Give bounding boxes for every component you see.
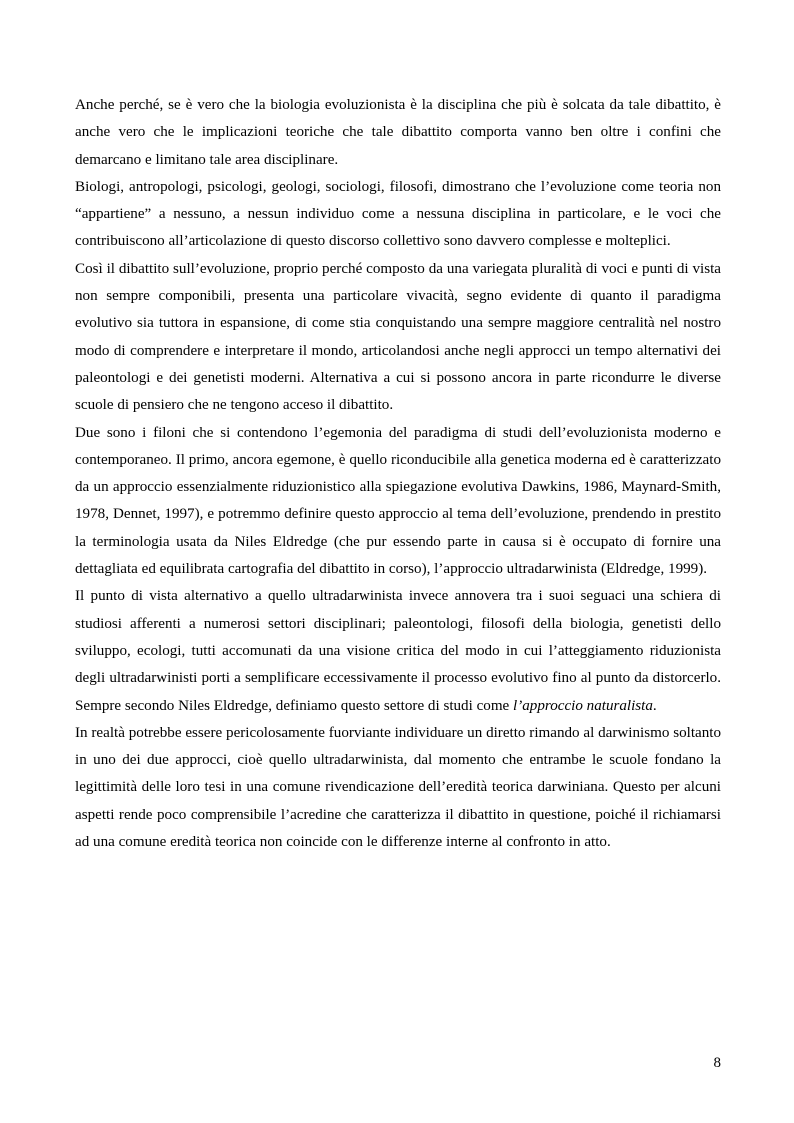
page-body — [75, 92, 721, 856]
paragraph: Due sono i filoni che si contendono l’egemonia del paradigma di studi dell’evoluzionista moderno e contemporaneo. Il primo, ancora egemone, è quello riconducibile alla genetica moderna ed è caratterizzato da un approccio essenzialmente riduzionistico alla spiegazione evolutiva Dawkins, 1986, Maynard-Smith, 1978, Dennet, 1997), e potremmo definire questo approccio al tema dell’evoluzione, prendendo in prestito la terminologia usata da Niles Eldredge (che pur essendo parte in causa si è occupato di fornire una dettagliata ed equilibrata cartografia del dibattito in corso), l’approccio ultradarwinista (Eldredge, 1999). — [75, 424, 721, 578]
paragraph: Biologi, antropologi, psicologi, geologi, sociologi, filosofi, dimostrano che l’evoluzione come teoria non “appartiene” a nessuno, a nessun individuo come a nessuna disciplina in particolare, e le voci che contribuiscono all’articolazione di questo discorso collettivo sono davvero complesse e molteplici. — [75, 178, 721, 250]
paragraph-tail: . — [652, 697, 657, 714]
paragraph: Anche perché, se è vero che la biologia evoluzionista è la disciplina che più è solcata da tale dibattito, è anche vero che le implicazioni teoriche che tale dibattito comporta vanno ben oltre i confini che demarcano e limitano tale area disciplinare. — [75, 97, 721, 168]
paragraph: In realtà potrebbe essere pericolosamente fuorviante individuare un diretto rimando al darwinismo soltanto in uno dei due approcci, cioè quello ultradarwinista, dal momento che entrambe le scuole fondano la legittimità delle loro tesi in una comune rivendicazione dell’eredità teorica darwiniana. Questo per alcuni aspetti rende poco comprensibile l’acredine che caratterizza il dibattito in questione, poiché il richiamarsi ad una comune eredità teorica non coincide con le differenze interne al confronto in atto. — [75, 724, 721, 851]
page-number: 8 — [713, 1055, 721, 1071]
paragraph: Così il dibattito sull’evoluzione, proprio perché composto da una variegata pluralità di voci e punti di vista non sempre componibili, presenta una particolare vivacità, segno evidente di quanto il paradigma evolutivo sia tuttora in espansione, di come stia conquistando una sempre maggiore centralità nel nostro modo di comprendere e interpretare il mondo, articolandosi anche negli approcci un tempo alternativi dei paleontologi e dei genetisti moderni. Alternativa a cui si possono ancora in parte ricondurre le diverse scuole di pensiero che ne tengono acceso il dibattito. — [75, 260, 721, 414]
emphasis-term: l’approccio naturalista — [513, 697, 653, 714]
paragraph — [75, 583, 721, 719]
paragraph-text: Il punto di vista alternativo a quello ultradarwinista invece annovera tra i suoi seguaci una schiera di studiosi afferenti a numerosi settori disciplinari; paleontologi, filosofi della biologia, genetisti dello sviluppo, ecologi, tutti accomunati da una visione critica del modo in cui l’atteggiamento riduzionista degli ultradarwinisti porti a semplificare eccessivamente il processo evolutivo fino al punto da distorcerlo. Sempre secondo Niles Eldredge, definiamo questo settore di studi come — [75, 588, 721, 714]
